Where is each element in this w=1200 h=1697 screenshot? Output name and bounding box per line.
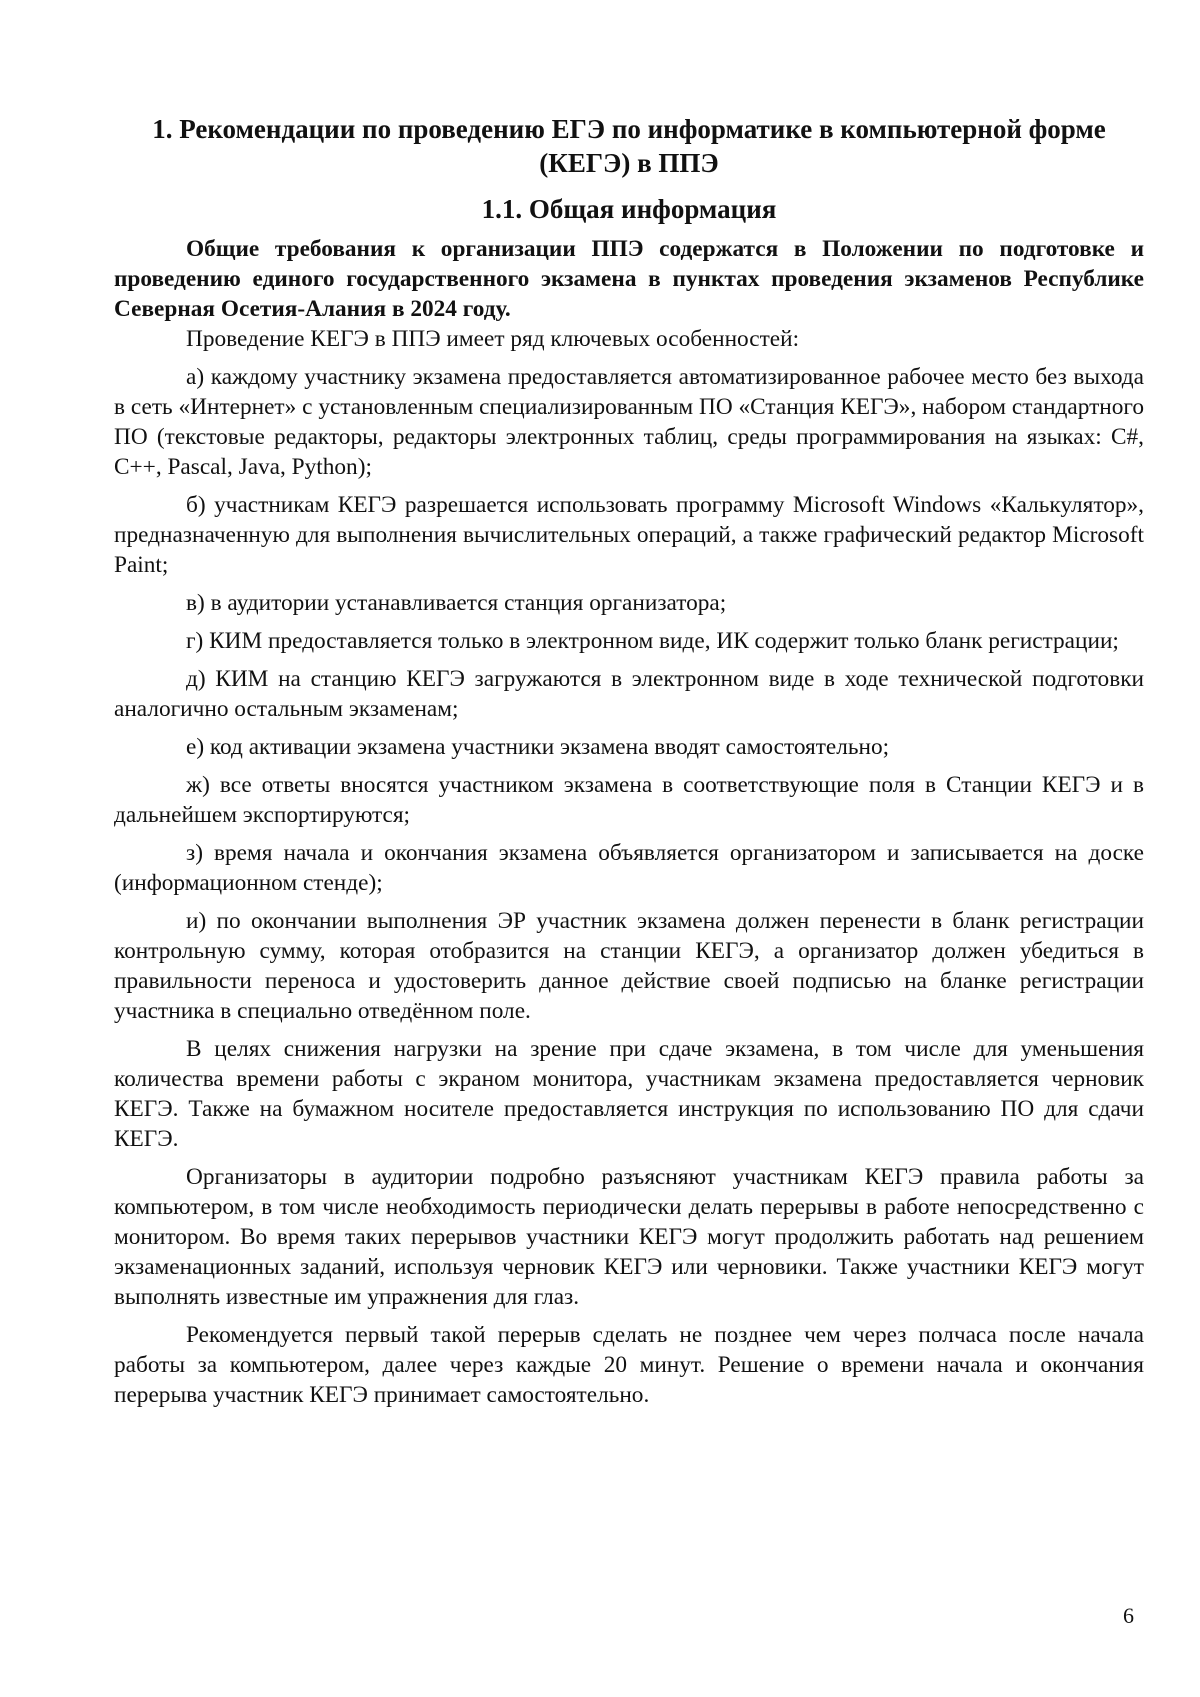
feature-item-b: б) участникам КЕГЭ разрешается использовать программу Microsoft Windows «Калькулятор», предназначенную для выполнения вычислительных операций, а также графический редактор Microsoft Paint; bbox=[114, 492, 1144, 578]
body-paragraph: Организаторы в аудитории подробно разъясняют участникам КЕГЭ правила работы за компьютером, в том числе необходимость периодически делать перерывы в работе непосредственно с монитором. Во время таких перерывов участники КЕГЭ могут продолжить работать над решением экзаменационных заданий, используя черновик КЕГЭ или черновики. Также участники КЕГЭ могут выполнять известные им упражнения для глаз. bbox=[114, 1164, 1144, 1310]
feature-item-z: з) время начала и окончания экзамена объявляется организатором и записывается на доске (информационном стенде); bbox=[114, 840, 1144, 896]
body-paragraph: Рекомендуется первый такой перерыв сделать не позднее чем через полчаса после начала работы за компьютером, далее через каждые 20 минут. Решение о времени начала и окончания перерыва участник КЕГЭ принимает самостоятельно. bbox=[114, 1322, 1144, 1408]
document-page bbox=[114, 112, 1144, 1410]
feature-item-i: и) по окончании выполнения ЭР участник экзамена должен перенести в бланк регистрации контрольную сумму, которая отобразится на станции КЕГЭ, а организатор должен убедиться в правильности переноса и удостоверить данное действие своей подписью на бланке регистрации участника в специально отведённом поле. bbox=[114, 908, 1144, 1024]
subsection-heading: 1.1. Общая информация bbox=[481, 194, 777, 224]
body-paragraph: В целях снижения нагрузки на зрение при сдаче экзамена, в том числе для уменьшения количества времени работы с экраном монитора, участникам экзамена предоставляется черновик КЕГЭ. Также на бумажном носителе предоставляется инструкция по использованию ПО для сдачи КЕГЭ. bbox=[114, 1036, 1144, 1152]
feature-item-d: д) КИМ на станцию КЕГЭ загружаются в электронном виде в ходе технической подготовки аналогично остальным экзаменам; bbox=[114, 666, 1144, 722]
feature-item-v: в) в аудитории устанавливается станция организатора; bbox=[186, 590, 727, 616]
feature-item-g: г) КИМ предоставляется только в электронном виде, ИК содержит только бланк регистрации; bbox=[186, 628, 1119, 654]
feature-item-zh: ж) все ответы вносятся участником экзамена в соответствующие поля в Станции КЕГЭ и в дальнейшем экспортируются; bbox=[114, 772, 1144, 828]
page-number: 6 bbox=[1123, 1603, 1134, 1628]
feature-item-e: е) код активации экзамена участники экзамена вводят самостоятельно; bbox=[186, 734, 890, 760]
features-lead-paragraph: Проведение КЕГЭ в ППЭ имеет ряд ключевых особенностей: bbox=[186, 326, 800, 352]
section-heading: 1. Рекомендации по проведению ЕГЭ по информатике в компьютерной форме (КЕГЭ) в ППЭ bbox=[152, 114, 1106, 178]
intro-paragraph: Общие требования к организации ППЭ содержатся в Положении по подготовке и проведению единого государственного экзамена в пунктах проведения экзаменов Республике Северная Осетия-Алания в 2024 году. bbox=[114, 236, 1144, 322]
feature-item-a: а) каждому участнику экзамена предоставляется автоматизированное рабочее место без выхода в сеть «Интернет» с установленным специализированным ПО «Станция КЕГЭ», набором стандартного ПО (текстовые редакторы, редакторы электронных таблиц, среды программирования на языках: C#, C++, Pascal, Java, Python); bbox=[114, 364, 1144, 480]
